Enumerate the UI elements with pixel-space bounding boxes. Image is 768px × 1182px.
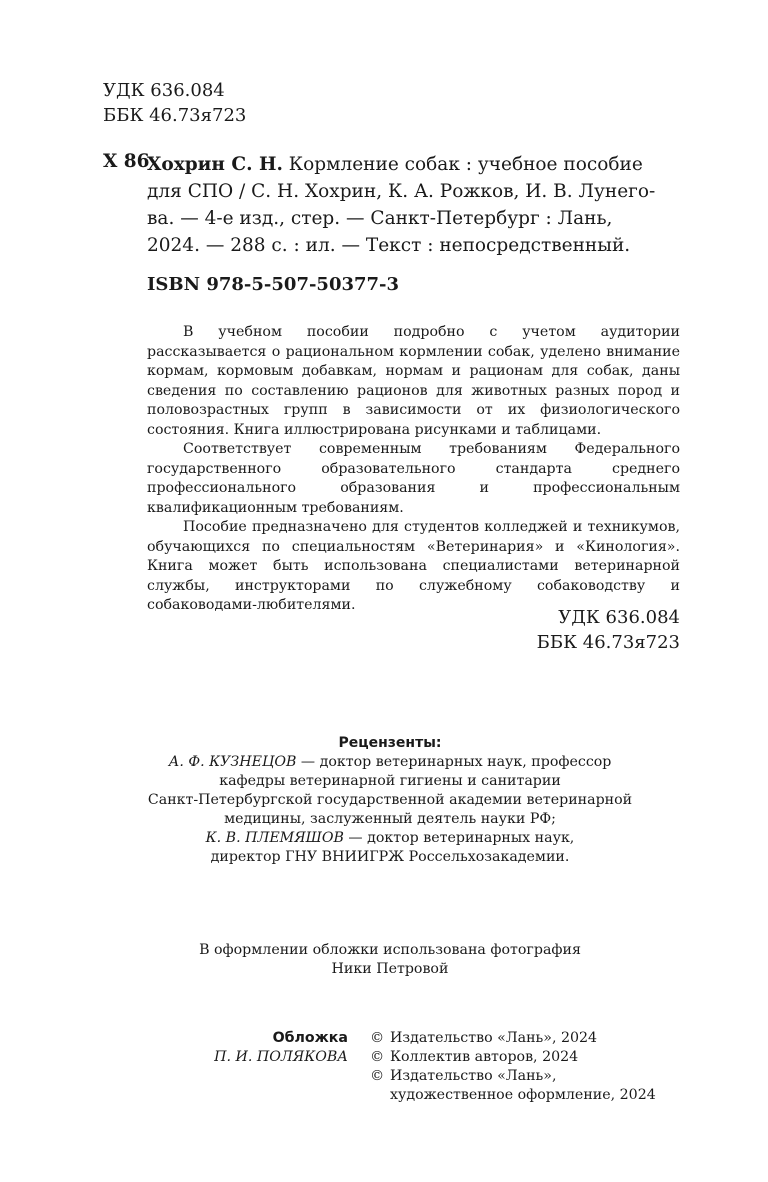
copyright-icon: ©: [370, 1030, 385, 1046]
reviewer-1-line-2: кафедры ветеринарной гигиены и санитарии: [219, 773, 561, 789]
classification-bottom: [537, 605, 680, 655]
udk-code-bottom: УДК 636.084: [558, 607, 680, 628]
author-code: Х 86: [103, 151, 150, 172]
bib-line-4: 2024. — 288 с. : ил. — Текст : непосредственный.: [147, 235, 631, 256]
photo-credit-line-2: Ники Петровой: [331, 961, 449, 977]
udk-code: УДК 636.084: [103, 80, 225, 101]
bbk-code-bottom: ББК 46.73я723: [536, 632, 680, 653]
photo-credit-line-1: В оформлении обложки использована фотография: [199, 942, 581, 958]
reviewer-1-title: — доктор ветеринарных наук, профессор: [296, 754, 612, 770]
cover-design-credit: [130, 1029, 348, 1067]
author-name: Хохрин С. Н.: [147, 154, 283, 175]
abstract-paragraph-3: Пособие предназначено для студентов колледжей и техникумов, обучающихся по специальностям «Ветеринария» и «Кинология». Книга может быть использована специалистами ветеринарной службы, инструкторами по служебному собаководству и собаководами-любителями.: [147, 519, 680, 613]
copyright-icon: ©: [370, 1049, 385, 1065]
reviewers-block: [100, 734, 680, 867]
bbk-code: ББК 46.73я723: [103, 105, 247, 126]
abstract-paragraph-1: В учебном пособии подробно с учетом аудитории рассказывается о рациональном кормлении собак, уделено внимание кормам, кормовым добавкам, нормам и рационам для собак, даны сведения по составлению рационов для животных разных пород и половозрастных групп в зависимости от их физиологического состояния. Книга иллюстрирована рисунками и таблицами.: [147, 324, 680, 438]
bibliographic-description: [147, 151, 680, 259]
reviewers-header: Рецензенты:: [338, 735, 442, 751]
reviewer-1-line-4: медицины, заслуженный деятель науки РФ;: [224, 811, 556, 827]
copyright-line: © Издательство «Лань», 2024: [370, 1030, 598, 1046]
reviewer-2-line-2: директор ГНУ ВНИИГРЖ Россельхозакадемии.: [210, 849, 570, 865]
cover-designer: П. И. ПОЛЯКОВА: [214, 1049, 348, 1065]
classification-top: [103, 78, 246, 128]
reviewer-2-name: К. В. ПЛЕМЯШОВ: [205, 830, 344, 846]
abstract: [147, 323, 680, 616]
reviewer-1-line-3: Санкт-Петербургской государственной академии ветеринарной: [147, 792, 633, 808]
bib-line-3: ва. — 4-е изд., стер. — Санкт-Петербург : Лань,: [147, 208, 613, 229]
reviewer-1-name: А. Ф. КУЗНЕЦОВ: [168, 754, 297, 770]
copyright-icon: ©: [370, 1068, 385, 1084]
copyright-block: [370, 1029, 680, 1105]
copyright-line: © Издательство «Лань», художественное оформление, 2024: [370, 1068, 656, 1103]
copyright-line: © Коллектив авторов, 2024: [370, 1049, 579, 1065]
cover-label: Обложка: [272, 1030, 348, 1046]
isbn: ISBN 978-5-507-50377-3: [147, 274, 400, 295]
reviewer-2-title: — доктор ветеринарных наук,: [343, 830, 575, 846]
abstract-paragraph-2: Соответствует современным требованиям Федерального государственного образовательного стандарта среднего профессионального образования и профессиональным квалификационным требованиям.: [147, 441, 680, 516]
bib-line-2: для СПО / С. Н. Хохрин, К. А. Рожков, И. В. Лунего-: [147, 181, 656, 202]
cover-photo-credit: [100, 941, 680, 979]
bib-line-1: Кормление собак : учебное пособие: [288, 154, 643, 175]
